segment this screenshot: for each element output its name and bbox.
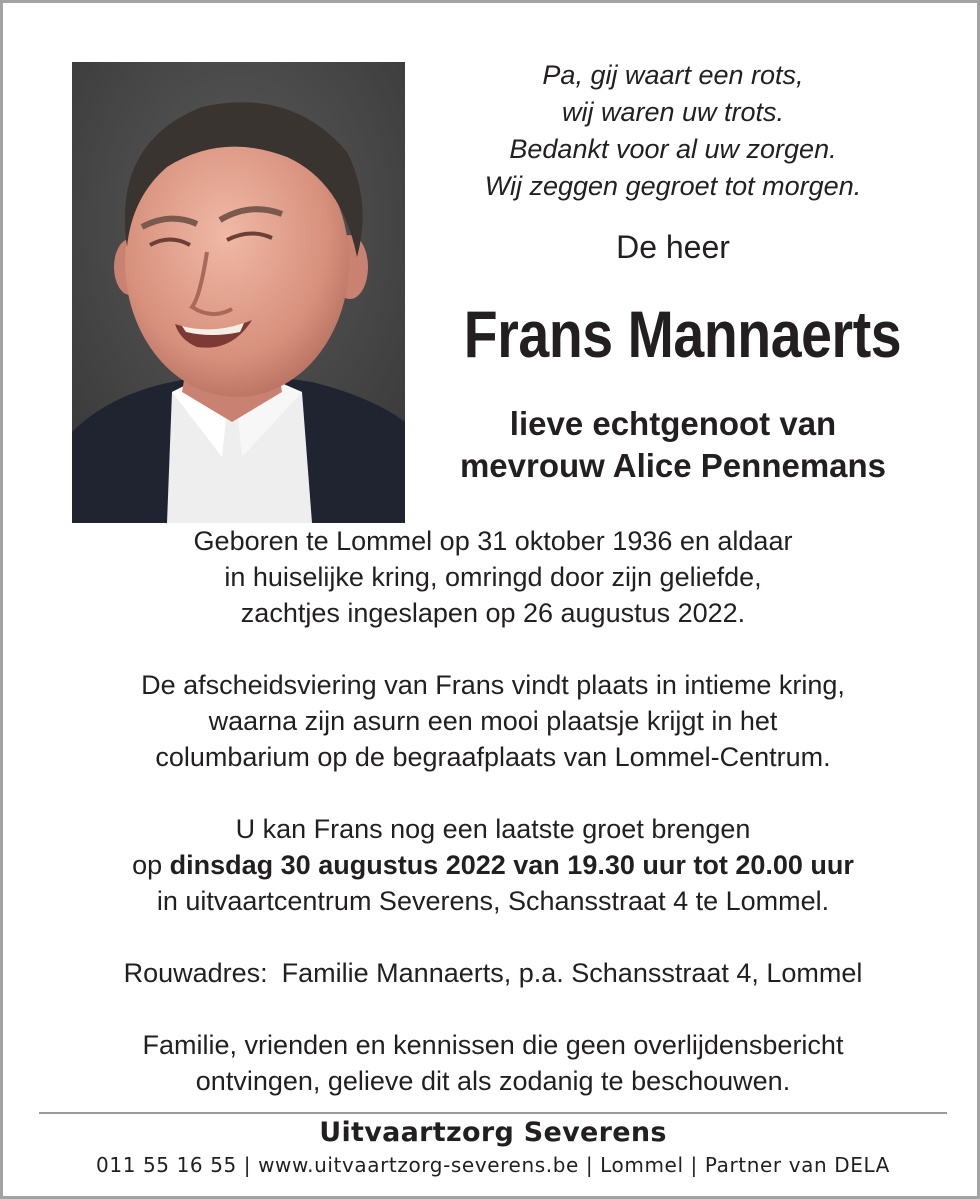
mourning-address-label: Rouwadres: (123, 958, 268, 988)
visitation-line-2 (3, 847, 980, 883)
spacer (3, 631, 980, 667)
ceremony-line: De afscheidsviering van Frans vindt plaats in intieme kring, (141, 670, 845, 700)
mourning-address-value: Familie Mannaerts, p.a. Schansstraat 4, Lommel (281, 958, 863, 988)
birth-death-line: in huiselijke kring, omringd door zijn geliefde, (224, 562, 762, 592)
poem-line: wij waren uw trots. (561, 97, 785, 127)
poem-line: Wij zeggen gegroet tot morgen. (484, 171, 862, 201)
spacer (3, 991, 980, 1027)
spacer (3, 775, 980, 811)
visitation-line-3: in uitvaartcentrum Severens, Schansstraat 4 te Lommel. (156, 886, 830, 916)
spouse-line-2: mevrouw Alice Pennemans (459, 447, 887, 484)
ceremony-line: columbarium op de begraafplaats van Lommel-Centrum. (155, 742, 831, 772)
spouse-info (423, 403, 923, 487)
memorial-poem (433, 57, 913, 205)
deceased-name: Frans Mannaerts (463, 297, 902, 371)
poem-line: Pa, gij waart een rots, (542, 60, 804, 90)
spouse-line-1: lieve echtgenoot van (509, 405, 837, 442)
spacer (3, 919, 980, 955)
funeral-company-info: 011 55 16 55 | www.uitvaartzorg-severens.be | Lommel | Partner van DELA (96, 1153, 890, 1177)
birth-death-line: zachtjes ingeslapen op 26 augustus 2022. (240, 598, 746, 628)
visitation-line-1: U kan Frans nog een laatste groet brengen (235, 814, 751, 844)
visitation-prefix: op (132, 850, 163, 880)
birth-death-line: Geboren te Lommel op 31 oktober 1936 en aldaar (193, 526, 793, 556)
mourning-address (3, 955, 980, 991)
poem-line: Bedankt voor al uw zorgen. (509, 134, 837, 164)
portrait-photo (72, 62, 405, 523)
ceremony-line: waarna zijn asurn een mooi plaatsje krijgt in het (208, 706, 778, 736)
visitation-datetime: dinsdag 30 augustus 2022 van 19.30 uur tot 20.00 uur (169, 850, 854, 880)
funeral-company-name: Uitvaartzorg Severens (319, 1117, 667, 1148)
salutation: De heer (616, 229, 730, 265)
obituary-body (3, 523, 980, 1099)
footer-divider (39, 1112, 947, 1114)
notice-line: ontvingen, gelieve dit als zodanig te beschouwen. (195, 1066, 791, 1096)
notice-line: Familie, vrienden en kennissen die geen overlijdensbericht (142, 1030, 844, 1060)
